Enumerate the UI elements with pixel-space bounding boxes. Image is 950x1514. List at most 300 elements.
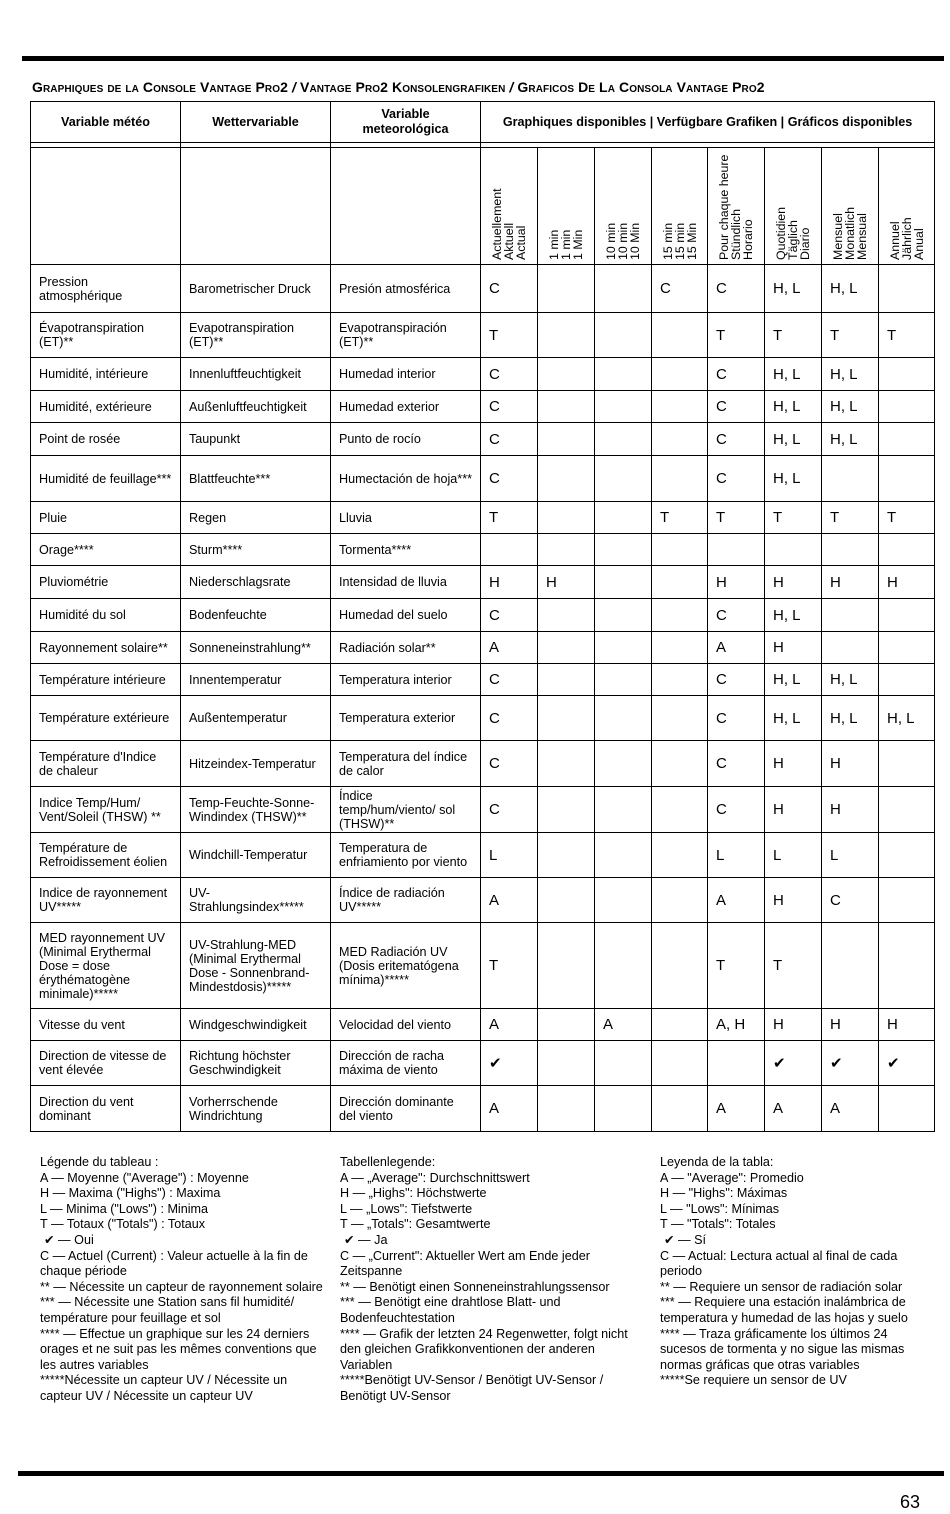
table-row — [31, 1009, 935, 1041]
graph-availability-cell — [595, 878, 652, 923]
graph-availability-cell: C — [481, 358, 538, 391]
subheader-label: 15 min — [672, 222, 687, 260]
table-row — [31, 534, 935, 566]
graph-availability-cell — [822, 632, 879, 664]
legend-line: A — "Average": Promedio — [660, 1170, 804, 1185]
graph-availability-cell: T — [708, 502, 765, 534]
graph-availability-cell: C — [481, 741, 538, 787]
graph-availability-cell: T — [879, 313, 935, 358]
graph-availability-cell — [822, 923, 879, 1009]
graph-availability-cell: C — [708, 787, 765, 833]
graph-availability-cell: T — [481, 502, 538, 534]
top-rule — [22, 56, 944, 61]
table-row — [31, 313, 935, 358]
graph-availability-cell: ✔ — [879, 1041, 935, 1086]
graph-availability-cell: H, L — [765, 358, 822, 391]
graph-availability-cell: T — [708, 313, 765, 358]
legend-line: L — "Lows": Mínimas — [660, 1201, 780, 1216]
graph-availability-cell: C — [708, 265, 765, 313]
graph-availability-cell — [652, 456, 708, 502]
graph-availability-cell: ✔ — [822, 1041, 879, 1086]
graph-availability-cell — [879, 423, 935, 456]
graph-availability-cell — [538, 696, 595, 741]
graph-availability-cell — [822, 456, 879, 502]
graph-availability-cell: A — [708, 632, 765, 664]
subheader-label: Täglich — [786, 220, 800, 260]
variable-de: Blattfeuchte*** — [181, 456, 331, 502]
variable-fr: Température de Refroidissement éolien — [31, 833, 181, 878]
legend-line: ** — Requiere un sensor de radiación solar — [660, 1279, 903, 1294]
variable-de: Außentemperatur — [181, 696, 331, 741]
graph-availability-cell: T — [708, 923, 765, 1009]
variable-fr: Humidité, intérieure — [31, 358, 181, 391]
table-row — [31, 833, 935, 878]
graph-availability-cell: A — [822, 1086, 879, 1132]
variable-de: Innentemperatur — [181, 664, 331, 696]
graph-availability-cell — [652, 696, 708, 741]
subheader-label: Quotidien — [774, 206, 788, 260]
subheader-label: Mensual — [855, 213, 869, 260]
graph-availability-cell: H — [765, 1009, 822, 1041]
graph-availability-cell: C — [822, 878, 879, 923]
graph-availability-cell — [595, 1041, 652, 1086]
legend-line: ** — Benötigt einen Sonneneinstrahlungssensor — [340, 1279, 610, 1294]
subheader-interval — [481, 148, 538, 265]
graph-availability-cell: H — [765, 566, 822, 599]
subheader-label: Annuel — [887, 221, 902, 260]
graph-availability-cell: H, L — [822, 265, 879, 313]
graph-availability-cell: C — [708, 456, 765, 502]
legend-line: T — Totaux ("Totals") : Totaux — [40, 1217, 206, 1232]
graph-availability-cell — [595, 696, 652, 741]
graph-availability-cell — [595, 423, 652, 456]
graph-availability-cell: H — [765, 632, 822, 664]
table-row — [31, 391, 935, 423]
variable-de: Sonneneinstrahlung** — [181, 632, 331, 664]
subheader-label: Actual — [514, 225, 528, 260]
legend-line: **** — Traza gráficamente los últimos 24 sucesos de tormenta y no sigue las mismas normas gráficas que otras variables — [660, 1326, 905, 1372]
graph-availability-cell — [595, 502, 652, 534]
graph-availability-cell — [652, 833, 708, 878]
variable-fr: MED rayonnement UV (Minimal Erythermal Dose = dose érythématogène minimale)***** — [31, 923, 181, 1009]
graph-availability-cell: H, L — [765, 664, 822, 696]
variable-de: Windchill-Temperatur — [181, 833, 331, 878]
graph-availability-cell — [481, 534, 538, 566]
graph-availability-cell — [879, 391, 935, 423]
graph-availability-cell: A — [481, 1086, 538, 1132]
graph-availability-cell: H — [538, 566, 595, 599]
graph-availability-cell: C — [481, 456, 538, 502]
subheader-interval — [822, 148, 879, 265]
graph-availability-cell: H, L — [822, 423, 879, 456]
graph-availability-cell — [652, 1041, 708, 1086]
table-row — [31, 1086, 935, 1132]
graph-availability-cell — [538, 599, 595, 632]
variable-fr: Humidité de feuillage*** — [31, 456, 181, 502]
legend-line: *****Se requiere un sensor de UV — [660, 1373, 847, 1388]
variable-fr: Température intérieure — [31, 664, 181, 696]
subheader-label: Diario — [798, 227, 812, 260]
graph-availability-cell — [652, 923, 708, 1009]
table-row — [31, 878, 935, 923]
subheader-interval — [879, 148, 935, 265]
variable-es: Presión atmosférica — [331, 265, 481, 313]
graph-availability-cell — [879, 787, 935, 833]
variable-es: Humedad interior — [331, 358, 481, 391]
graph-availability-cell: H — [879, 1009, 935, 1041]
graph-availability-cell: A — [708, 1086, 765, 1132]
variable-fr: Température d'Indice de chaleur — [31, 741, 181, 787]
variable-es: Humedad del suelo — [331, 599, 481, 632]
variable-fr: Indice Temp/Hum/ Vent/Soleil (THSW) ** — [31, 787, 181, 833]
legend-line: H — Maxima ("Highs") : Maxima — [40, 1186, 221, 1201]
legend-line: ✔ — Ja — [344, 1232, 388, 1247]
table-row — [31, 923, 935, 1009]
page-title — [32, 79, 932, 95]
graph-availability-cell: H, L — [765, 599, 822, 632]
legend-line: A — „Average": Durchschnittswert — [340, 1170, 530, 1185]
variable-es: Punto de rocío — [331, 423, 481, 456]
graph-availability-cell — [538, 878, 595, 923]
graph-availability-cell — [652, 599, 708, 632]
graph-availability-cell — [538, 534, 595, 566]
variable-fr: Vitesse du vent — [31, 1009, 181, 1041]
header-row — [31, 102, 935, 143]
table-row — [31, 456, 935, 502]
subheader-label: Horario — [741, 219, 755, 260]
graph-availability-cell: H — [708, 566, 765, 599]
page-number: 63 — [899, 1492, 920, 1512]
graph-availability-cell — [595, 391, 652, 423]
table-row — [31, 741, 935, 787]
subheader-label: 10 Min — [628, 222, 642, 260]
subheader-label: 1 min — [547, 229, 561, 260]
table-row — [31, 358, 935, 391]
graph-availability-cell: L — [708, 833, 765, 878]
variable-es: Evapotranspiración (ET)** — [331, 313, 481, 358]
variable-de: Außenluftfeuchtigkeit — [181, 391, 331, 423]
variable-fr: Direction du vent dominant — [31, 1086, 181, 1132]
graph-availability-cell — [595, 1086, 652, 1132]
variable-fr: Pluviométrie — [31, 566, 181, 599]
graph-availability-cell — [879, 878, 935, 923]
subheader-label: Stündlich — [729, 209, 743, 260]
graph-availability-cell: C — [708, 391, 765, 423]
graph-availability-cell: C — [481, 599, 538, 632]
variable-es: Temperatura del índice de calor — [331, 741, 481, 787]
title-fr: Graphiques de la Console Vantage Pro2 — [32, 79, 288, 95]
subheader-interval — [708, 148, 765, 265]
graph-availability-cell — [879, 456, 935, 502]
variable-es: Tormenta**** — [331, 534, 481, 566]
graph-availability-cell: T — [765, 923, 822, 1009]
graph-availability-cell: A — [595, 1009, 652, 1041]
legend-line: A — Moyenne ("Average") : Moyenne — [40, 1170, 249, 1185]
title-separator: / — [509, 79, 514, 95]
table-row — [31, 1041, 935, 1086]
graph-availability-cell: C — [708, 696, 765, 741]
variable-fr: Température extérieure — [31, 696, 181, 741]
variable-de: Taupunkt — [181, 423, 331, 456]
graph-availability-cell — [708, 534, 765, 566]
graph-availability-cell — [538, 502, 595, 534]
legend-fr — [40, 1155, 332, 1405]
legend-line: **** — Effectue un graphique sur les 24 derniers orages et ne suit pas les mêmes conventions que les autres variables — [40, 1326, 317, 1372]
variable-de: Sturm**** — [181, 534, 331, 566]
graph-availability-cell: T — [765, 502, 822, 534]
bottom-rule — [18, 1471, 944, 1476]
graph-availability-cell: T — [765, 313, 822, 358]
graph-availability-cell: H — [765, 878, 822, 923]
graph-availability-cell — [879, 1086, 935, 1132]
graph-availability-cell — [652, 787, 708, 833]
graph-availability-cell — [538, 1041, 595, 1086]
legend-line: **** — Grafik der letzten 24 Regenwetter, folgt nicht den gleichen Grafikkonventionen der anderen Variablen — [340, 1326, 628, 1372]
variable-de: UV-Strahlung-MED (Minimal Erythermal Dose - Sonnenbrand-Mindestdosis)***** — [181, 923, 331, 1009]
legend-line: C — Actual: Lectura actual al final de cada periodo — [660, 1248, 898, 1279]
graph-availability-cell — [538, 923, 595, 1009]
graph-availability-cell: H, L — [822, 391, 879, 423]
legend-line: *** — Nécessite une Station sans fil humidité/ température pour feuillage et sol — [40, 1295, 295, 1325]
graph-availability-cell: C — [708, 599, 765, 632]
subheader-label: 15 Min — [684, 222, 699, 260]
legend-line: *****Benötigt UV-Sensor / Benötigt UV-Sensor / Benötigt UV-Sensor — [340, 1373, 604, 1403]
variable-fr: Humidité du sol — [31, 599, 181, 632]
legend-line: T — „Totals": Gesamtwerte — [340, 1217, 491, 1232]
graph-availability-cell: T — [822, 313, 879, 358]
graph-availability-cell — [595, 833, 652, 878]
variable-de: Bodenfeuchte — [181, 599, 331, 632]
variable-es: Velocidad del viento — [331, 1009, 481, 1041]
subheader-label: 15 min — [660, 222, 675, 260]
table-row — [31, 423, 935, 456]
graph-availability-cell: L — [765, 833, 822, 878]
table-row — [31, 664, 935, 696]
variable-es: MED Radiación UV (Dosis eritematógena mínima)***** — [331, 923, 481, 1009]
graph-availability-cell — [652, 741, 708, 787]
legend-line: L — Minima ("Lows") : Minima — [40, 1201, 209, 1216]
variable-de: UV-Strahlungsindex***** — [181, 878, 331, 923]
graph-availability-cell: T — [481, 923, 538, 1009]
variable-fr: Point de rosée — [31, 423, 181, 456]
subheader-label: Mensuel — [831, 213, 845, 260]
graph-availability-cell — [595, 632, 652, 664]
variable-de: Regen — [181, 502, 331, 534]
graph-availability-cell: H, L — [765, 696, 822, 741]
legend-es — [660, 1155, 930, 1389]
legend-line: L — „Lows": Tiefstwerte — [340, 1201, 473, 1216]
variable-es: Intensidad de lluvia — [331, 566, 481, 599]
graph-availability-cell — [538, 833, 595, 878]
graph-availability-cell: A — [708, 878, 765, 923]
variable-de: Hitzeindex-Temperatur — [181, 741, 331, 787]
header-variable-fr: Variable météo — [31, 102, 181, 143]
graph-availability-cell: H — [822, 787, 879, 833]
graph-availability-cell — [538, 456, 595, 502]
subheader-label: Anual — [911, 228, 926, 260]
variable-fr: Orage**** — [31, 534, 181, 566]
graph-availability-cell — [538, 632, 595, 664]
graph-availability-cell — [879, 599, 935, 632]
variable-de: Windgeschwindigkeit — [181, 1009, 331, 1041]
graph-availability-cell — [879, 632, 935, 664]
graph-availability-cell: H, L — [822, 358, 879, 391]
variable-es: Humectación de hoja*** — [331, 456, 481, 502]
graph-availability-cell: A — [481, 878, 538, 923]
graph-availability-cell: H, L — [765, 456, 822, 502]
title-de: Vantage Pro2 Konsolengrafiken — [300, 79, 506, 95]
graph-availability-cell — [879, 741, 935, 787]
header-graphs: Graphiques disponibles | Verfügbare Grafiken | Gráficos disponibles — [481, 102, 935, 143]
variable-es: Radiación solar** — [331, 632, 481, 664]
variable-de: Evapotranspiration (ET)** — [181, 313, 331, 358]
graph-availability-cell — [595, 534, 652, 566]
legend-line: H — "Highs": Máximas — [660, 1186, 788, 1201]
graph-availability-cell: H, L — [879, 696, 935, 741]
graph-availability-cell — [879, 664, 935, 696]
graph-availability-cell — [652, 358, 708, 391]
graph-availability-cell — [879, 358, 935, 391]
table-row — [31, 265, 935, 313]
variable-es: Índice de radiación UV***** — [331, 878, 481, 923]
subheader-row — [31, 148, 935, 265]
variable-de: Vorherrschende Windrichtung — [181, 1086, 331, 1132]
variable-de: Niederschlagsrate — [181, 566, 331, 599]
header-variable-es: Variable meteorológica — [331, 102, 481, 143]
subheader-label: 10 min — [604, 222, 618, 260]
graph-availability-cell: C — [708, 423, 765, 456]
subheader-label: Actuellement — [490, 188, 504, 260]
graph-availability-cell: H, L — [822, 664, 879, 696]
graph-availability-cell — [595, 265, 652, 313]
variable-es: Dirección de racha máxima de viento — [331, 1041, 481, 1086]
legend-line: H — „Highs": Höchstwerte — [340, 1186, 487, 1201]
table-row — [31, 502, 935, 534]
table-row — [31, 599, 935, 632]
graph-availability-cell — [538, 741, 595, 787]
legend-line: Tabellenlegende: — [340, 1155, 436, 1169]
graph-availability-cell: L — [822, 833, 879, 878]
variable-fr: Humidité, extérieure — [31, 391, 181, 423]
graph-availability-cell: C — [652, 265, 708, 313]
subheader-interval — [595, 148, 652, 265]
legend-line: *****Nécessite un capteur UV / Nécessite un capteur UV / Nécessite un capteur UV — [40, 1373, 288, 1403]
subheader-label: 10 min — [616, 222, 630, 260]
legend-line: ✔ — Oui — [44, 1232, 94, 1247]
variable-fr: Évapotranspiration (ET)** — [31, 313, 181, 358]
graph-availability-cell — [595, 599, 652, 632]
graph-availability-cell — [652, 632, 708, 664]
graph-availability-cell — [652, 878, 708, 923]
graph-availability-cell — [879, 534, 935, 566]
title-separator: / — [292, 79, 296, 95]
graph-availability-cell — [595, 787, 652, 833]
graph-availability-cell — [708, 1041, 765, 1086]
legend-line: ✔ — Sí — [664, 1232, 707, 1247]
graph-availability-cell: H — [822, 1009, 879, 1041]
subheader-label: 1 Min — [571, 229, 585, 260]
graph-availability-cell — [538, 787, 595, 833]
graph-availability-cell — [822, 534, 879, 566]
graph-availability-cell — [652, 664, 708, 696]
graph-availability-cell: C — [708, 741, 765, 787]
subheader-label: 1 min — [559, 229, 573, 260]
graph-availability-cell: C — [708, 358, 765, 391]
graph-availability-cell — [652, 391, 708, 423]
graph-availability-cell — [538, 265, 595, 313]
graph-availability-cell — [879, 265, 935, 313]
legend-line: ** — Nécessite un capteur de rayonnement solaire — [40, 1279, 323, 1294]
graph-availability-cell — [538, 313, 595, 358]
graph-availability-cell: A, H — [708, 1009, 765, 1041]
graph-availability-cell — [538, 391, 595, 423]
graph-availability-cell — [652, 1009, 708, 1041]
graph-availability-cell — [538, 664, 595, 696]
legend-line: *** — Requiere una estación inalámbrica de temperatura y humedad de las hojas y suelo — [660, 1295, 908, 1325]
variable-es: Índice temp/hum/viento/ sol (THSW)** — [331, 787, 481, 833]
graph-availability-cell: H — [481, 566, 538, 599]
variable-es: Temperatura exterior — [331, 696, 481, 741]
graph-availability-cell: C — [481, 787, 538, 833]
graph-availability-cell: C — [481, 696, 538, 741]
graph-availability-cell — [652, 313, 708, 358]
graph-availability-cell — [652, 423, 708, 456]
graph-availability-cell: T — [822, 502, 879, 534]
subheader-label: Monatlich — [843, 206, 857, 260]
legend-line: Légende du tableau : — [40, 1155, 159, 1169]
variable-es: Dirección dominante del viento — [331, 1086, 481, 1132]
legend-line: Leyenda de la tabla: — [660, 1155, 774, 1169]
legend-line: C — „Current": Aktueller Wert am Ende jeder Zeitspanne — [340, 1248, 590, 1279]
graph-availability-cell: H — [822, 741, 879, 787]
graph-availability-cell: H — [879, 566, 935, 599]
legend-line: T — "Totals": Totales — [660, 1217, 776, 1232]
graph-availability-cell — [879, 833, 935, 878]
variable-es: Temperatura de enfriamiento por viento — [331, 833, 481, 878]
graph-availability-cell: T — [481, 313, 538, 358]
variable-es: Humedad exterior — [331, 391, 481, 423]
graph-availability-cell — [538, 358, 595, 391]
graph-availability-cell — [879, 923, 935, 1009]
graph-availability-cell: C — [481, 423, 538, 456]
subheader-interval — [765, 148, 822, 265]
graph-availability-cell — [595, 741, 652, 787]
graph-availability-cell: H, L — [765, 265, 822, 313]
graph-availability-cell — [652, 1086, 708, 1132]
graph-availability-cell — [538, 1086, 595, 1132]
graph-availability-cell: H, L — [765, 423, 822, 456]
subheader-label: Aktuell — [502, 222, 516, 260]
graph-availability-cell: ✔ — [481, 1041, 538, 1086]
graphs-table — [30, 101, 935, 1132]
graph-availability-cell — [595, 456, 652, 502]
graph-availability-cell — [595, 664, 652, 696]
variable-fr: Indice de rayonnement UV***** — [31, 878, 181, 923]
subheader-interval — [652, 148, 708, 265]
variable-fr: Rayonnement solaire** — [31, 632, 181, 664]
graph-availability-cell: H — [822, 566, 879, 599]
graph-availability-cell: H, L — [822, 696, 879, 741]
variable-fr: Pluie — [31, 502, 181, 534]
variable-de: Richtung höchster Geschwindigkeit — [181, 1041, 331, 1086]
variable-es: Lluvia — [331, 502, 481, 534]
graph-availability-cell: A — [481, 632, 538, 664]
subheader-label: Pour chaque heure — [717, 154, 731, 260]
graph-availability-cell — [595, 923, 652, 1009]
subheader-interval — [538, 148, 595, 265]
graph-availability-cell — [652, 534, 708, 566]
legend-de — [340, 1155, 640, 1405]
